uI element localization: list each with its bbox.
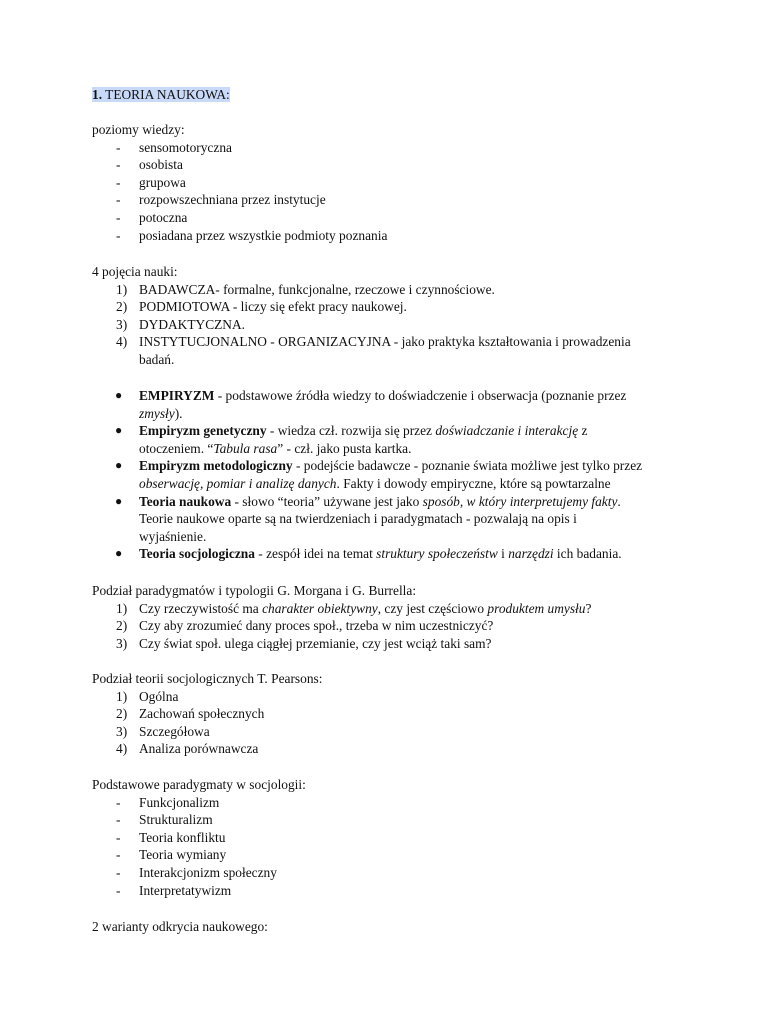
description: ich badania. [553, 546, 622, 562]
bullet-continuation [92, 440, 708, 458]
numbered-item [92, 740, 708, 758]
section-intro: Podstawowe paradygmaty w socjologii: [92, 777, 306, 792]
term: Empiryzm genetyczny [139, 423, 267, 439]
section-intro: Podział teorii socjologicznych T. Pearsons: [92, 671, 323, 686]
numbered-item [92, 281, 708, 299]
numbered-item [92, 298, 708, 316]
section-intro: poziomy wiedzy: [92, 122, 185, 137]
basic-paradigms-section [92, 776, 708, 899]
emphasis: struktury społeczeństw [376, 546, 498, 562]
section-heading [92, 86, 708, 104]
list-item-text: Funkcjonalizm [139, 794, 220, 810]
item-text: PODMIOTOWA - liczy się efekt pracy naukowej. [139, 299, 407, 315]
emphasis: zmysły [139, 405, 175, 421]
description: - podstawowe źródła wiedzy to doświadczenie i obserwacja (poznanie przez [214, 388, 627, 403]
heading-title: TEORIA NAUKOWA: [102, 87, 230, 102]
dash-marker: - [116, 192, 121, 208]
description: - wiedza czł. rozwija się przez [266, 423, 436, 439]
item-text: , czy jest częściowo [377, 600, 488, 616]
description: ” - czł. jako pusta kartka. [277, 440, 412, 456]
numbered-item [92, 705, 708, 723]
paradigms-division-section [92, 582, 708, 652]
dash-marker: - [116, 157, 121, 173]
emphasis: narzędzi [508, 546, 554, 562]
list-item [92, 864, 708, 882]
bullet-marker: ● [115, 458, 123, 473]
numbered-item [92, 333, 708, 351]
item-text: ? [585, 600, 592, 616]
list-item [92, 811, 708, 829]
item-number: 2) [116, 299, 128, 315]
list-item [92, 174, 708, 192]
heading-highlight [92, 87, 230, 102]
list-item [92, 794, 708, 812]
description: - zespół idei na temat [254, 546, 377, 562]
numbered-item [92, 316, 708, 334]
numbered-item [92, 600, 708, 618]
item-text: INSTYTUCJONALNO - ORGANIZACYJNA - jako praktyka kształtowania i prowadzenia [139, 334, 631, 350]
emphasis: produktem umysłu [487, 600, 586, 616]
bullet-continuation: Teorie naukowe oparte są na twierdzeniach i paradygmatach - pozwalają na opis i [139, 511, 577, 527]
bullet-marker: ● [115, 493, 123, 508]
item-text: Zachowań społecznych [139, 706, 265, 722]
description: - słowo “teoria” używane jest jako [231, 493, 423, 509]
term: Teoria naukowa [139, 493, 232, 509]
list-item-text: sensomotoryczna [139, 139, 232, 155]
description: . [617, 493, 621, 509]
item-number: 3) [116, 635, 128, 651]
bullet-item-empiryzm-metodologiczny [92, 457, 708, 475]
bullet-continuation [92, 475, 708, 493]
list-item-text: Interakcjonizm społeczny [139, 864, 277, 880]
item-number: 4) [116, 334, 128, 350]
term: EMPIRYZM [139, 388, 215, 403]
item-continuation: badań. [139, 351, 175, 367]
item-text: Czy aby zrozumieć dany proces społ., trzeba w nim uczestniczyć? [139, 618, 494, 634]
numbered-item [92, 635, 708, 653]
item-number: 1) [116, 600, 128, 616]
list-item-text: Interpretatywizm [139, 882, 232, 898]
bullet-item-teoria-socjologiczna [92, 545, 708, 563]
section-intro: Podział paradygmatów i typologii G. Morgana i G. Burrella: [92, 583, 417, 598]
dash-marker: - [116, 882, 121, 898]
knowledge-levels-section [92, 121, 708, 244]
list-item-text: potoczna [139, 209, 188, 225]
emphasis: charakter obiektywny [262, 600, 378, 616]
bullet-marker: ● [115, 423, 123, 438]
item-text: Ogólna [139, 688, 179, 704]
description: i [497, 546, 509, 562]
list-item [92, 139, 708, 157]
item-text: BADAWCZA- formalne, funkcjonalne, rzeczowe i czynnościowe. [139, 281, 495, 297]
list-item-text: Teoria konfliktu [139, 829, 226, 845]
science-concepts-section [92, 263, 708, 369]
section-intro: 2 warianty odkrycia naukowego: [92, 919, 268, 934]
bullet-item-teoria-naukowa [92, 493, 708, 511]
bullet-item-empiryzm-genetyczny [92, 422, 708, 440]
emphasis: obserwację, pomiar i analizę danych [139, 475, 337, 491]
term: Teoria socjologiczna [139, 546, 255, 562]
dash-marker: - [116, 847, 121, 863]
bullet-item-empiryzm [92, 387, 708, 405]
item-number: 2) [116, 706, 128, 722]
list-item [92, 829, 708, 847]
list-item-text: rozpowszechniana przez instytucje [139, 192, 326, 208]
emphasis: doświadczanie i interakcję [435, 423, 579, 439]
bullet-continuation: wyjaśnienie. [139, 528, 207, 544]
dash-marker: - [116, 829, 121, 845]
description: - podejście badawcze - poznanie świata możliwe jest tylko przez [292, 458, 643, 474]
item-number: 1) [116, 281, 128, 297]
list-item [92, 882, 708, 900]
term: Empiryzm metodologiczny [139, 458, 293, 474]
item-text: Czy rzeczywistość ma [139, 600, 263, 616]
item-text: Czy świat społ. ulega ciągłej przemianie, czy jest wciąż taki sam? [139, 635, 492, 651]
list-item [92, 156, 708, 174]
list-item-text: Teoria wymiany [139, 847, 227, 863]
list-item [92, 191, 708, 209]
section-intro: 4 pojęcia nauki: [92, 264, 178, 279]
item-number: 1) [116, 688, 128, 704]
list-item [92, 227, 708, 245]
bullet-marker: ● [115, 388, 123, 402]
description: ). [174, 405, 183, 421]
pearsons-section [92, 670, 708, 758]
item-text: Analiza porównawcza [139, 741, 259, 757]
emphasis: Tabula rasa [213, 440, 278, 456]
list-item-text: osobista [139, 157, 183, 173]
list-item [92, 209, 708, 227]
list-item [92, 846, 708, 864]
list-item-text: Strukturalizm [139, 812, 213, 828]
item-number: 4) [116, 741, 128, 757]
item-text: Szczegółowa [139, 723, 210, 739]
heading-number: 1. [92, 87, 103, 102]
item-number: 3) [116, 723, 128, 739]
numbered-item [92, 723, 708, 741]
dash-marker: - [116, 812, 121, 828]
bullet-marker: ● [115, 546, 123, 561]
list-item-text: grupowa [139, 174, 186, 190]
dash-marker: - [116, 209, 121, 225]
list-item-text: posiadana przez wszystkie podmioty poznania [139, 227, 388, 243]
definitions-section [92, 387, 708, 563]
item-number: 3) [116, 316, 128, 332]
item-number: 2) [116, 618, 128, 634]
numbered-item [92, 688, 708, 706]
dash-marker: - [116, 139, 121, 155]
item-text: DYDAKTYCZNA. [139, 316, 246, 332]
emphasis: sposób, w który interpretujemy fakty [422, 493, 618, 509]
description: . Fakty i dowody empiryczne, które są powtarzalne [336, 475, 611, 491]
description: otoczeniem. “ [139, 440, 214, 456]
dash-marker: - [116, 794, 121, 810]
discovery-section [92, 918, 708, 936]
dash-marker: - [116, 864, 121, 880]
description: z [578, 423, 588, 439]
dash-marker: - [116, 174, 121, 190]
bullet-continuation [92, 405, 708, 423]
dash-marker: - [116, 227, 121, 243]
numbered-item [92, 617, 708, 635]
